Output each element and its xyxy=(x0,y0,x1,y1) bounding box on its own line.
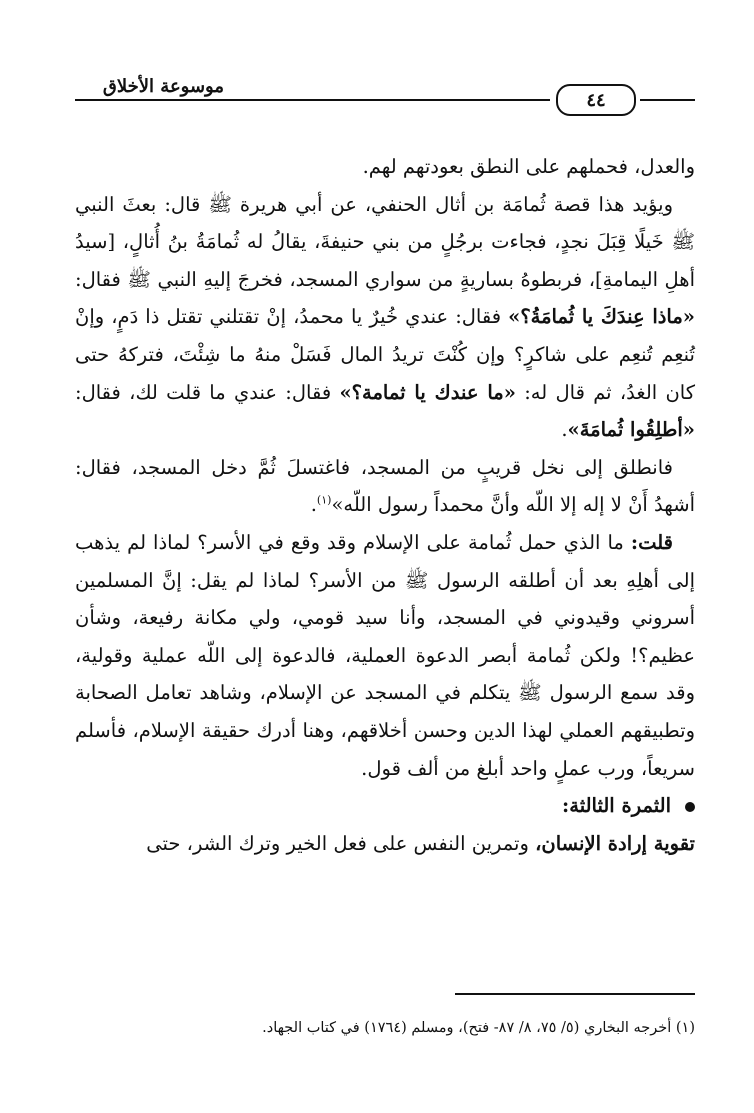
header-divider-right xyxy=(640,99,695,101)
paragraph-5 xyxy=(75,825,695,863)
paragraph-3 xyxy=(75,449,695,524)
paragraph-5-lead: تقوية إرادة الإنسان، xyxy=(535,831,695,855)
page-body xyxy=(75,148,695,862)
paragraph-2-middle-1: فقال: عندي خُيرٌ يا محمدُ، إنْ تقتلني تقتل ذا دَمٍ، وإنْ تُنعِم تُنعِم على شاكرٍ؟ وإن كُنْتَ تريدُ المال فَسَلْ منهُ ما شِئْتَ، فتركهُ حتى كان الغدُ، ثم قال له: xyxy=(75,305,696,404)
paragraph-1 xyxy=(75,148,695,186)
paragraph-2-end: . xyxy=(561,418,568,442)
footnote-reference: (١) xyxy=(316,493,332,507)
hadith-quote-2: «ما عندك يا ثمامة؟» xyxy=(339,380,516,404)
paragraph-4-text: ما الذي حمل ثُمامة على الإسلام وقد وقع في الأسر؟ لماذا لم يذهب إلى أهلِهِ بعد أن أطلقه الرسول ﷺ من الأسر؟ لماذا لم يقل: إنَّ المسلمين أسروني وقيدوني في المسجد، وأنا سيد قومي، ولي مكانة رفيعة، وشأن عظيم؟! ولكن ثُمامة أبصر الدعوة العملية، فالدعوة إلى اللّه عملية وقولية، وقد سمع الرسول ﷺ يتكلم في المسجد عن الإسلام، وشاهد تعامل الصحابة وتطبيقهم العملي لهذا الدين وحسن أخلاقهم، وهنا أدرك حقيقة الإسلام، فأسلم سريعاً، ورب عملٍ واحد أبلغ من ألف قول. xyxy=(75,530,695,780)
hadith-quote-1: «ماذا عِندَكَ يا ثُمامَةُ؟» xyxy=(508,305,695,329)
paragraph-3-end: . xyxy=(310,493,317,517)
page-header xyxy=(0,70,754,130)
footnote: (١) أخرجه البخاري (٥/ ٧٥، ٨/ ٨٧- فتح)، ومسلم (١٧٦٤) في كتاب الجهاد. xyxy=(262,1020,695,1036)
section-heading xyxy=(75,787,695,825)
footnote-divider xyxy=(455,993,695,995)
paragraph-2 xyxy=(75,186,695,449)
book-title: موسوعة الأخلاق xyxy=(102,76,224,97)
bullet-icon xyxy=(685,802,695,812)
paragraph-3-text: فانطلق إلى نخل قريبٍ من المسجد، فاغتسلَ ثُمَّ دخل المسجد، فقال: أشهدُ أَنْ لا إله إلا اللّه وأنَّ محمداً رسول اللّه» xyxy=(75,455,695,517)
paragraph-4 xyxy=(75,524,695,787)
paragraph-1-text: والعدل، فحملهم على النطق بعودتهم لهم. xyxy=(362,155,695,178)
header-divider-left xyxy=(75,99,550,101)
paragraph-5-text: وتمرين النفس على فعل الخير وترك الشر، حتى xyxy=(146,831,529,855)
page-number: ٤٤ xyxy=(586,89,606,111)
hadith-quote-3: «أطلِقُوا ثُمامَةَ» xyxy=(567,418,695,442)
section-heading-text: الثمرة الثالثة: xyxy=(562,794,671,818)
paragraph-2-middle-2: فقال: عندي ما قلت لك، فقال: xyxy=(75,380,332,404)
page-number-badge xyxy=(556,84,636,116)
paragraph-4-lead: قلت: xyxy=(630,530,673,554)
paragraph-2-intro: ويؤيد هذا قصة ثُمامَة بن أثال الحنفي، عن أبي هريرة ﷺ قال: بعثَ النبي ﷺ خَيلًا قِبَلَ نجدٍ، فجاءت برجُلٍ من بني حنيفةَ، يقالُ له ثُمامَةُ بنُ أُثالٍ، [سيدُ أهلِ اليمامةِ]، فربطوهُ بساريةٍ من سواري المسجد، فخرجَ إليهِ النبي ﷺ فقال: xyxy=(75,192,695,291)
